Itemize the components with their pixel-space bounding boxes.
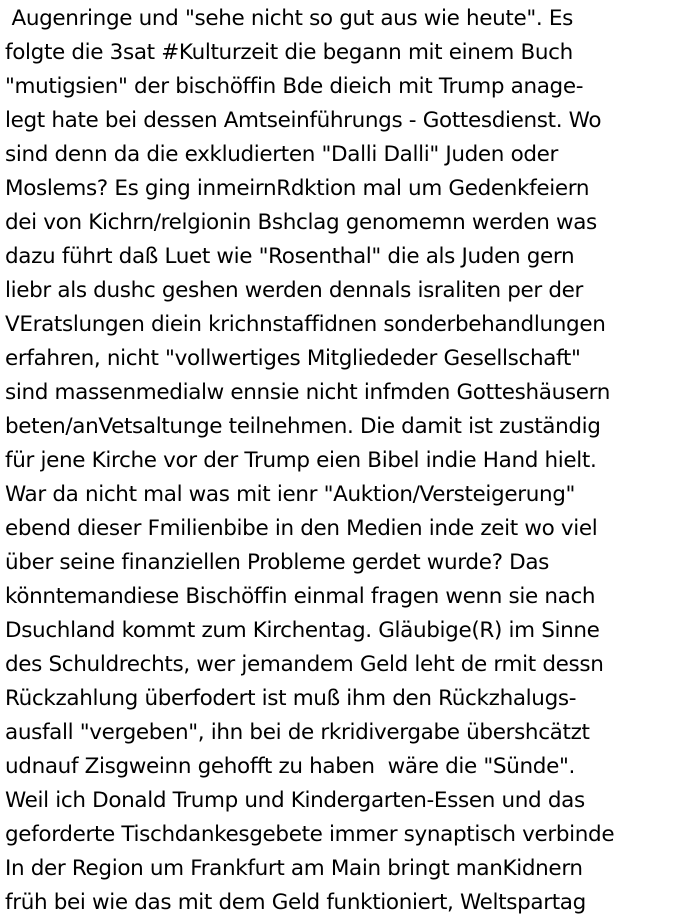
text-line: legt hate bei dessen Amtseinführungs - Gottesdienst. Wo <box>5 108 602 133</box>
text-line: udnauf Zisgweinn gehofft zu haben wäre die "Sünde". <box>5 754 575 779</box>
text-line: Rückzahlung überfodert ist muß ihm den Rückzhalugs- <box>5 686 577 711</box>
text-line: geforderte Tischdankesgebete immer synaptisch verbinde <box>5 822 615 847</box>
text-line: könntemandiese Bischöffin einmal fragen wenn sie nach <box>5 584 596 609</box>
text-line: Moslems? Es ging inmeirnRdktion mal um Gedenkfeiern <box>5 176 590 201</box>
text-line: "mutigsien" der bischöffin Bde dieich mit Trump anage- <box>5 74 584 99</box>
text-line: sind denn da die exkludierten "Dalli Dalli" Juden oder <box>5 142 559 167</box>
text-line: ebend dieser Fmilienbibe in den Medien inde zeit wo viel <box>5 516 598 541</box>
text-line: für jene Kirche vor der Trump eien Bibel indie Hand hielt. <box>5 448 597 473</box>
text-line: liebr als dushc geshen werden dennals israliten per der <box>5 278 584 303</box>
text-line: Augenringe und "sehe nicht so gut aus wie heute". Es <box>5 6 573 31</box>
text-line: des Schuldrechts, wer jemandem Geld leht de rmit dessn <box>5 652 604 677</box>
text-line: erfahren, nicht "vollwertiges Mitgliededer Gesellschaft" <box>5 346 581 371</box>
text-line: dazu führt daß Luet wie "Rosenthal" die als Juden gern <box>5 244 575 269</box>
text-line: folgte die 3sat #Kulturzeit die begann mit einem Buch <box>5 40 573 65</box>
text-line: In der Region um Frankfurt am Main bringt manKidnern <box>5 856 583 881</box>
text-line: ausfall "vergeben", ihn bei de rkridivergabe übershcätzt <box>5 720 590 745</box>
text-line: Dsuchland kommt zum Kirchentag. Gläubige(R) im Sinne <box>5 618 600 643</box>
text-line: VEratslungen diein krichnstaffidnen sonderbehandlungen <box>5 312 606 337</box>
text-line: War da nicht mal was mit ienr "Auktion/Versteigerung" <box>5 482 576 507</box>
text-line: dei von Kichrn/relgionin Bshclag genomemn werden was <box>5 210 597 235</box>
text-line: Weil ich Donald Trump und Kindergarten-Essen und das <box>5 788 585 813</box>
text-line: über seine finanziellen Probleme gerdet wurde? Das <box>5 550 550 575</box>
text-line: beten/anVetsaltunge teilnehmen. Die damit ist zuständig <box>5 414 601 439</box>
text-line: sind massenmedialw ennsie nicht infmden Gotteshäusern <box>5 380 610 405</box>
text-line: früh bei wie das mit dem Geld funktioniert, Weltspartag <box>5 890 586 915</box>
